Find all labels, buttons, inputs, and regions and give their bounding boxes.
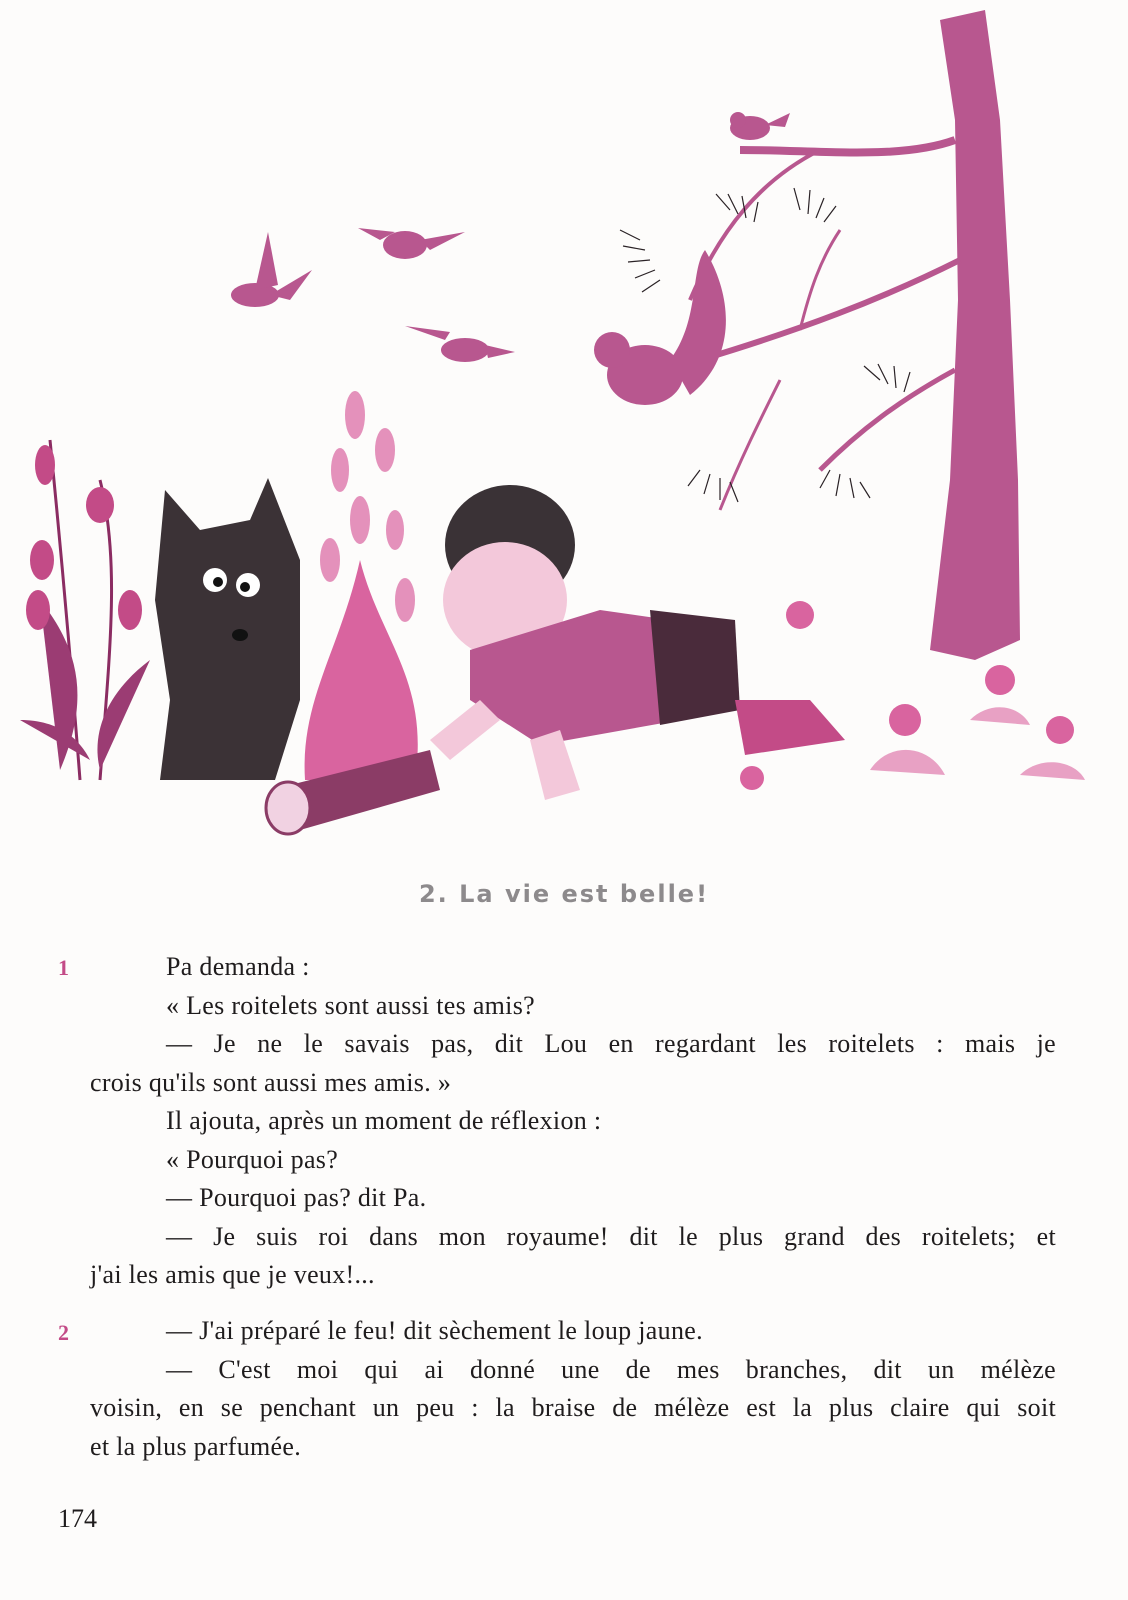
larch-tree: [690, 10, 1020, 660]
chapter-title: 2. La vie est belle!: [418, 880, 710, 908]
text-line: j'ai les amis que je veux!...: [90, 1260, 375, 1289]
text-line: — Pourquoi pas? dit Pa.: [166, 1183, 427, 1212]
bird-on-branch: [730, 112, 790, 140]
text-line: — Je ne le savais pas, dit Lou en regardant les roitelets : mais je: [166, 1029, 1056, 1058]
paragraph-number: 1: [58, 955, 69, 980]
page-number: 174: [58, 1504, 97, 1533]
text-line: voisin, en se penchant un peu : la braise de mélèze est la plus claire qui soit: [90, 1393, 1056, 1422]
text-line: — C'est moi qui ai donné une de mes branches, dit un mélèze: [166, 1354, 1056, 1384]
paragraph-1: [90, 948, 1056, 1295]
pine-needles: [620, 188, 910, 502]
text-line: — J'ai préparé le feu! dit sèchement le loup jaune.: [166, 1316, 703, 1345]
text-line: et la plus parfumée.: [90, 1431, 302, 1461]
wolf: [155, 478, 300, 780]
squirrel: [594, 250, 726, 405]
text-line: Pa demanda :: [166, 952, 310, 981]
text-line: — Je suis roi dans mon royaume! dit le plus grand des roitelets; et: [166, 1221, 1056, 1251]
text-line: Il ajouta, après un moment de réflexion :: [166, 1106, 602, 1135]
text-line: « Les roitelets sont aussi tes amis?: [166, 990, 535, 1020]
boy-crawling: [430, 485, 845, 800]
ground-flowers: [740, 601, 1085, 790]
paragraph-number: 2: [58, 1320, 69, 1345]
bellflower-plant: [20, 440, 150, 780]
paragraph-2: [90, 1312, 1056, 1466]
text-line: « Pourquoi pas?: [166, 1144, 339, 1174]
flying-birds: [231, 228, 515, 362]
campfire-flames: [305, 391, 418, 780]
text-line: crois qu'ils sont aussi mes amis. »: [90, 1067, 452, 1097]
